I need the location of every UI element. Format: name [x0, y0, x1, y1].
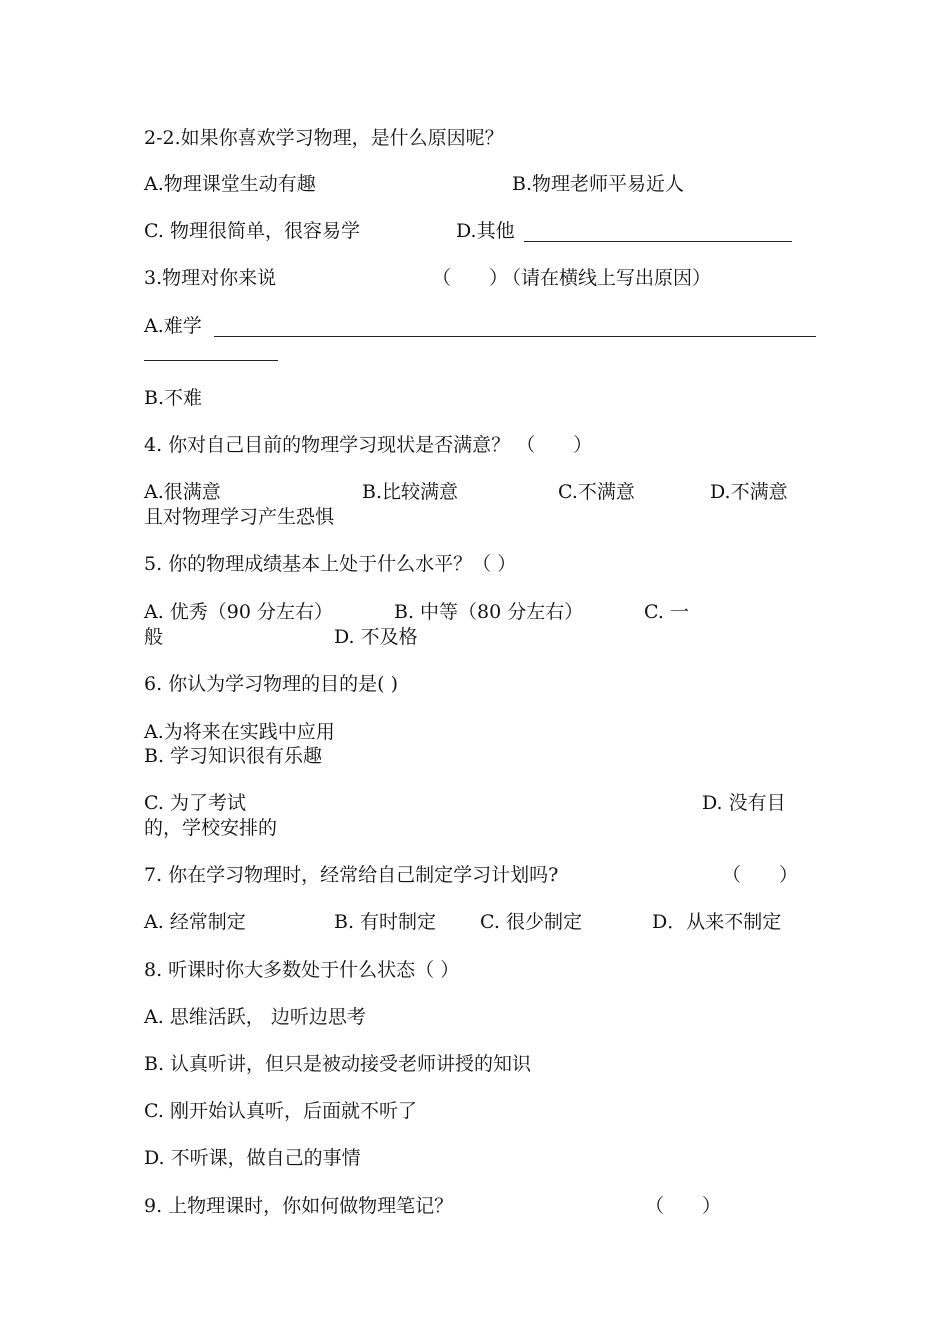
question-5: 5. 你的物理成绩基本上处于什么水平？（ ） — [144, 553, 517, 575]
option-7-b: B. 有时制定 — [334, 911, 437, 933]
option-5-c: C. 一 — [644, 601, 689, 623]
option-8-c: C. 刚开始认真听，后面就不听了 — [144, 1100, 417, 1122]
answer-blank — [144, 360, 278, 361]
option-5-d: D. 不及格 — [334, 626, 418, 648]
question-6: 6. 你认为学习物理的目的是( ) — [144, 673, 399, 695]
question-9: 9. 上物理课时，你如何做物理笔记？ — [144, 1195, 454, 1217]
option-6-d: D. 没有目 — [702, 792, 786, 814]
option-8-a: A. 思维活跃， 边听边思考 — [144, 1006, 366, 1028]
option-5-b: B. 中等（80 分左右） — [394, 601, 584, 623]
option-5-c-continued: 般 — [144, 626, 164, 648]
option-7-d: D．从来不制定 — [652, 911, 782, 933]
question-3: 3.物理对你来说 — [144, 267, 277, 289]
question-4: 4. 你对自己目前的物理学习现状是否满意？ （ ） — [144, 434, 593, 456]
option-4-d: D.不满意 — [710, 481, 788, 503]
option-3-a: A.难学 — [144, 315, 202, 337]
option-6-a: A.为将来在实践中应用 — [144, 721, 335, 743]
option-3-b: B.不难 — [144, 387, 203, 409]
question-7: 7. 你在学习物理时，经常给自己制定学习计划吗? — [144, 864, 559, 886]
question-8: 8. 听课时你大多数处于什么状态（ ） — [144, 959, 460, 981]
option-6-c: C. 为了考试 — [144, 792, 246, 814]
option-2-2-a: A.物理课堂生动有趣 — [144, 173, 316, 195]
option-4-d-continued: 且对物理学习产生恐惧 — [144, 506, 335, 528]
option-7-c: C. 很少制定 — [480, 911, 582, 933]
option-2-2-c: C. 物理很简单，很容易学 — [144, 220, 360, 242]
option-4-c: C.不满意 — [558, 481, 635, 503]
answer-paren: （ ） — [432, 267, 509, 289]
option-6-b: B. 学习知识很有乐趣 — [144, 745, 323, 767]
question-3-note: （请在横线上写出原因） — [502, 267, 712, 289]
option-2-2-d: D.其他 — [456, 220, 515, 242]
option-4-b: B.比较满意 — [362, 481, 459, 503]
answer-blank — [524, 241, 792, 242]
option-8-b: B. 认真听讲，但只是被动接受老师讲授的知识 — [144, 1053, 532, 1075]
option-6-d-continued: 的，学校安排的 — [144, 817, 278, 839]
question-2-2: 2-2.如果你喜欢学习物理，是什么原因呢？ — [144, 127, 504, 149]
option-7-a: A. 经常制定 — [144, 911, 246, 933]
answer-blank — [214, 336, 816, 337]
option-2-2-b: B.物理老师平易近人 — [512, 173, 685, 195]
option-4-a: A.很满意 — [144, 481, 221, 503]
option-5-a: A. 优秀（90 分左右） — [144, 601, 334, 623]
option-8-d: D. 不听课，做自己的事情 — [144, 1147, 361, 1169]
answer-paren: （ ） — [722, 864, 799, 886]
answer-paren: （ ） — [645, 1195, 722, 1217]
